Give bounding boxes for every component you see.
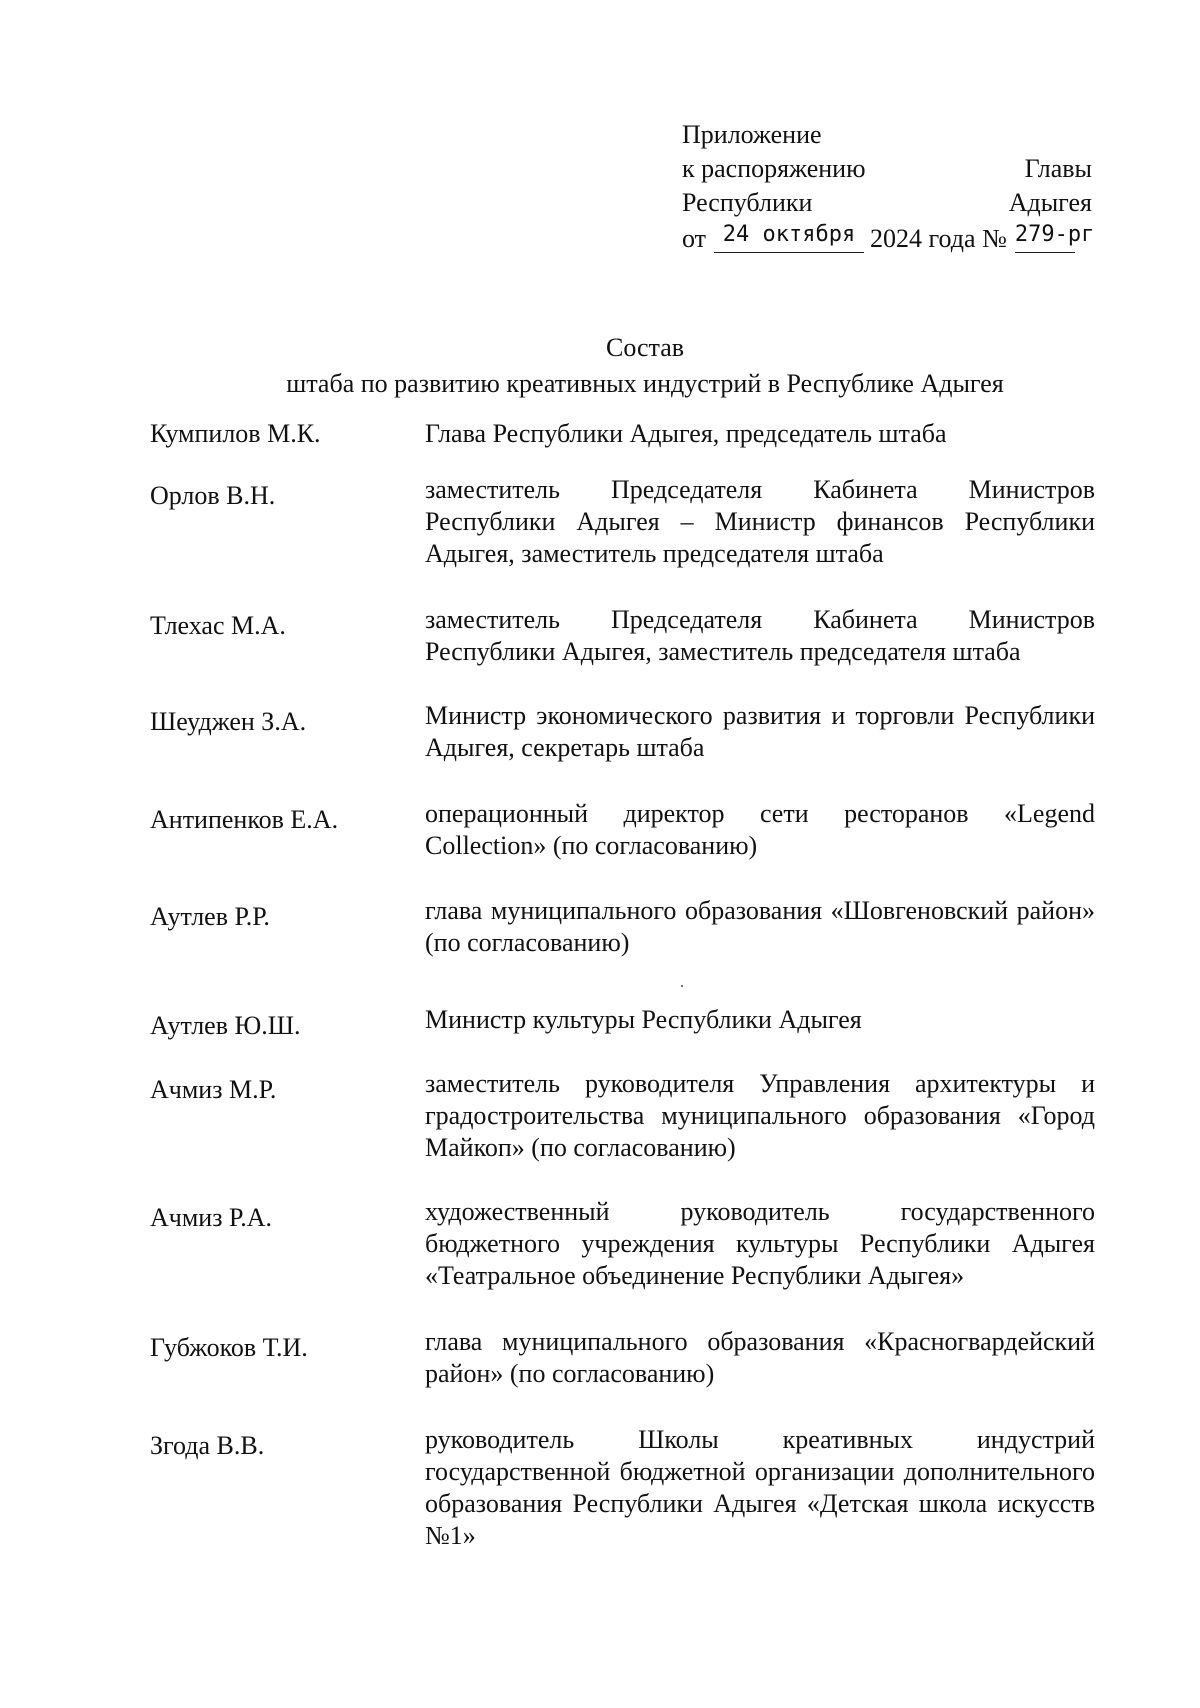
member-role: Глава Республики Адыгея, председатель штаба [425, 419, 947, 448]
member-name: Аутлев Ю.Ш. [150, 1011, 301, 1040]
member-role: глава муниципального образования «Красногвардейский район» (по согласованию) [425, 1327, 1095, 1388]
member-row [150, 474, 1095, 570]
member-row [150, 1326, 1095, 1390]
order-date-field: 24 октября [714, 218, 864, 253]
member-name: Орлов В.Н. [150, 481, 276, 510]
member-row [150, 604, 1095, 668]
member-name: Ачмиз М.Р. [150, 1075, 277, 1104]
date-suffix: 2024 года № [870, 224, 1007, 253]
member-name: Згода В.В. [150, 1431, 265, 1460]
title-line-1: Состав [605, 333, 685, 362]
appendix-title: Приложение [682, 120, 822, 149]
member-role: Министр культуры Республики Адыгея [425, 1005, 862, 1034]
member-role: операционный директор сети ресторанов «Legend Collection» (по согласованию) [425, 799, 1095, 860]
appendix-date-line [682, 222, 1095, 259]
member-row [150, 1196, 1095, 1292]
member-role: художественный руководитель государственного бюджетного учреждения культуры Республики Адыгея «Театральное объединение Республики Адыгея» [425, 1197, 1095, 1290]
member-row [150, 1004, 1095, 1042]
member-role: глава муниципального образования «Шовгеновский район» (по согласованию) [425, 896, 1095, 957]
member-name: Шеуджен З.А. [150, 707, 307, 736]
member-role: заместитель Председателя Кабинета Министров Республики Адыгея, заместитель председателя штаба [425, 605, 1095, 666]
member-name: Антипенков Е.А. [150, 805, 339, 834]
member-role: руководитель Школы креативных индустрий государственной бюджетной организации дополнительного образования Республики Адыгея «Детская школа искусств №1» [425, 1425, 1095, 1550]
title-line-2: штаба по развитию креативных индустрий в Республике Адыгея [286, 369, 1004, 398]
appendix-line-2 [682, 152, 1092, 186]
member-row [150, 412, 1095, 450]
member-role: Министр экономического развития и торговли Республики Адыгея, секретарь штаба [425, 701, 1095, 762]
appendix-text: Адыгея [1008, 188, 1092, 217]
appendix-header [682, 118, 1095, 259]
date-prefix: от [682, 224, 707, 253]
member-name: Тлехас М.А. [150, 611, 286, 640]
document-title [150, 330, 1140, 402]
order-number-field: 279-рг [1015, 218, 1075, 253]
member-row [150, 798, 1095, 862]
appendix-text: Главы [1024, 154, 1092, 183]
appendix-text: Республики [682, 188, 813, 217]
member-row [150, 1424, 1095, 1552]
member-name: Аутлев Р.Р. [150, 902, 270, 931]
appendix-line-3 [682, 186, 1092, 220]
member-name: Кумпилов М.К. [150, 419, 321, 448]
member-row [150, 700, 1095, 764]
member-name: Ачмиз Р.А. [150, 1203, 272, 1232]
appendix-line-1 [682, 118, 1092, 152]
appendix-text: к распоряжению [682, 154, 866, 183]
member-row [150, 1068, 1095, 1164]
member-row [150, 895, 1095, 959]
member-name: Губжоков Т.И. [150, 1333, 308, 1362]
member-role: заместитель Председателя Кабинета Министров Республики Адыгея – Министр финансов Республики Адыгея, заместитель председателя штаба [425, 475, 1095, 568]
scan-speck [681, 985, 683, 987]
member-role: заместитель руководителя Управления архитектуры и градостроительства муниципального образования «Город Майкоп» (по согласованию) [425, 1069, 1095, 1162]
